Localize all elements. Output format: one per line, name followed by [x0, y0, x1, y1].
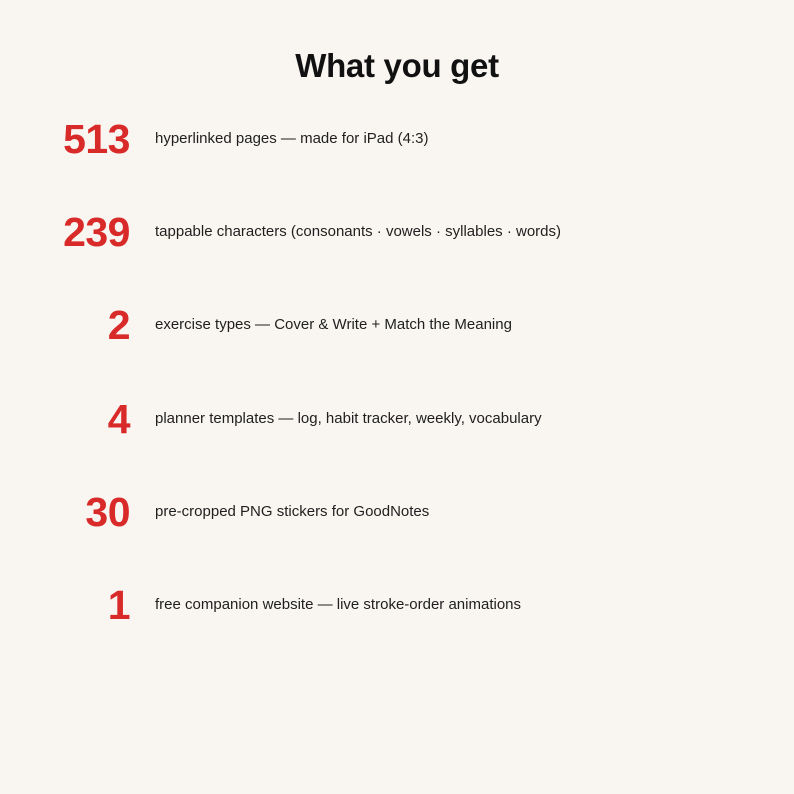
- feature-description: exercise types — Cover & Write + Match the Meaning: [155, 316, 512, 333]
- feature-number: 513: [63, 116, 130, 162]
- feature-row-characters: [0, 202, 794, 262]
- feature-number: 1: [107, 582, 130, 628]
- feature-row-pages: [0, 109, 794, 169]
- page-title: What you get: [295, 47, 499, 84]
- feature-description: pre-cropped PNG stickers for GoodNotes: [155, 503, 430, 520]
- feature-row-website: [0, 575, 794, 635]
- feature-description: tappable characters (consonants · vowels · syllables · words): [155, 223, 562, 240]
- feature-row-exercises: [0, 295, 794, 355]
- feature-description: hyperlinked pages — made for iPad (4:3): [155, 130, 429, 147]
- feature-number: 4: [107, 396, 130, 442]
- feature-number: 239: [63, 209, 130, 255]
- feature-number: 30: [85, 489, 130, 535]
- feature-number: 2: [107, 302, 130, 348]
- feature-description: free companion website — live stroke-order animations: [155, 596, 521, 613]
- feature-row-stickers: [0, 482, 794, 542]
- feature-row-planners: [0, 389, 794, 449]
- feature-description: planner templates — log, habit tracker, weekly, vocabulary: [155, 410, 542, 427]
